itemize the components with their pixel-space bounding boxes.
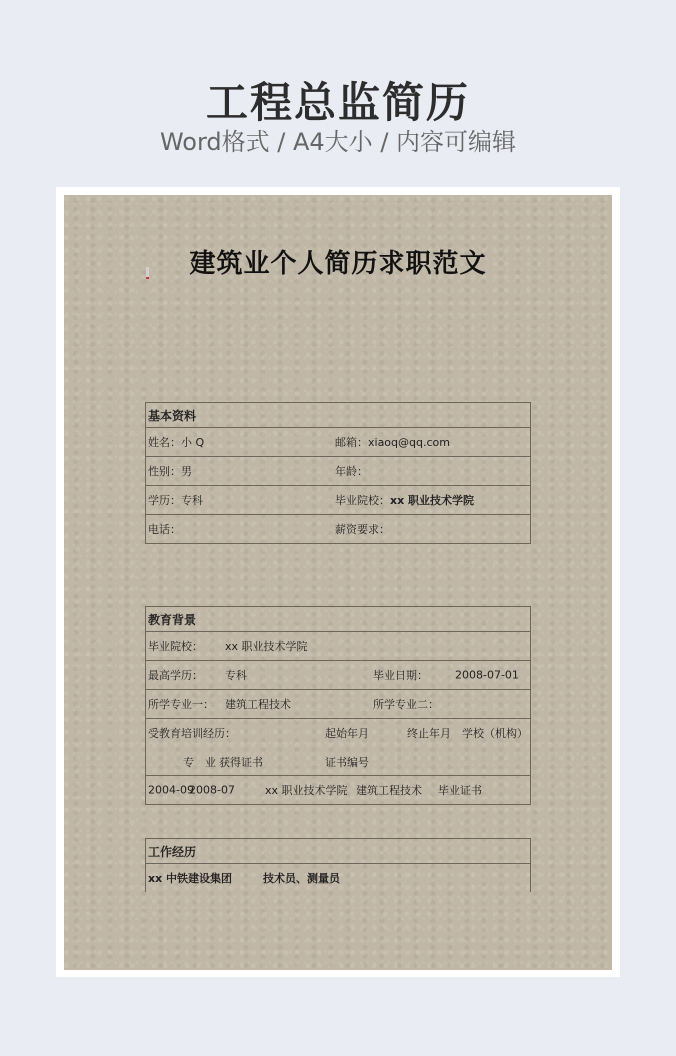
education-table (145, 606, 531, 805)
table-row (146, 457, 531, 486)
school-label: 毕业院校： (335, 494, 390, 507)
table-row (146, 632, 531, 661)
row-start: 2004-09 (148, 783, 194, 797)
col-end: 终止年月 (407, 727, 451, 740)
banner-subtitle: Word格式 / A4大小 / 内容可编辑 (159, 128, 517, 156)
edu-school-label: 毕业院校： (148, 640, 203, 653)
col-cert-no: 证书编号 (325, 756, 369, 769)
major1-label: 所学专业一： (148, 698, 214, 711)
education-header: 教育背景 (146, 607, 531, 632)
row-end: 2008-07 (189, 783, 235, 797)
major1-value: 建筑工程技术 (225, 698, 291, 711)
col-start: 起始年月 (325, 727, 369, 740)
table-row (146, 515, 531, 544)
phone-field: 电话： (148, 523, 181, 536)
major2-label: 所学专业二： (373, 698, 439, 711)
training-block (146, 719, 531, 776)
document-page (64, 195, 612, 970)
training-label: 受教育培训经历： (148, 727, 236, 740)
name-field: 姓名：小 Q (148, 436, 205, 449)
education-field: 学历：专科 (148, 494, 203, 507)
table-row (146, 486, 531, 515)
age-field: 年龄： (335, 465, 368, 478)
row-school: xx 职业技术学院 (265, 784, 348, 797)
degree-label: 最高学历： (148, 669, 203, 682)
row-cert: 毕业证书 (438, 784, 482, 797)
company-name: xx 中铁建设集团 (148, 872, 233, 885)
email-field: 邮箱：xiaoq@qq.com (335, 436, 450, 449)
text-cursor-icon (146, 267, 149, 279)
table-row (146, 428, 531, 457)
gender-field: 性别：男 (148, 465, 192, 478)
col-major: 专 业 (183, 756, 216, 769)
table-row (146, 690, 531, 719)
work-history-table (145, 838, 531, 892)
table-row (146, 864, 531, 893)
row-major: 建筑工程技术 (356, 784, 422, 797)
work-header: 工作经历 (146, 839, 531, 864)
col-cert: 获得证书 (219, 756, 263, 769)
position-title: 技术员、测量员 (263, 872, 340, 885)
basic-info-header: 基本资料 (146, 403, 531, 428)
banner-title: 工程总监简历 (205, 78, 470, 127)
basic-info-table (145, 402, 531, 544)
school-value: xx 职业技术学院 (390, 494, 475, 507)
document-title: 建筑业个人简历求职范文 (189, 249, 487, 279)
table-row (146, 661, 531, 690)
table-row (146, 776, 531, 805)
document-preview-frame (56, 187, 620, 977)
school-field (335, 492, 474, 508)
grad-date-value: 2008-07-01 (455, 668, 519, 682)
grad-date-label: 毕业日期： (373, 669, 428, 682)
col-school: 学校（机构） (462, 727, 528, 740)
edu-school-value: xx 职业技术学院 (225, 640, 308, 653)
salary-field: 薪资要求： (335, 523, 390, 536)
degree-value: 专科 (225, 669, 247, 682)
